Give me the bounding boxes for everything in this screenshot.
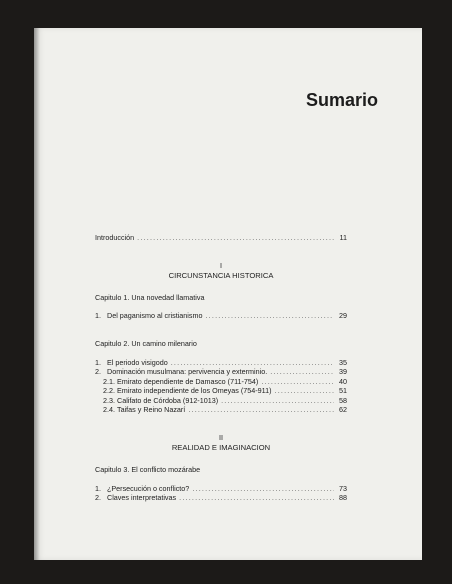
toc-entry[interactable] <box>95 311 347 320</box>
toc-entry[interactable] <box>95 493 347 502</box>
toc-label: Califato de Córdoba (912-1013) <box>117 396 219 405</box>
toc-subentry[interactable] <box>95 396 347 405</box>
leader-dots <box>137 233 334 242</box>
toc-label: Introducción <box>95 233 135 242</box>
toc-page-number: 39 <box>339 367 347 376</box>
part-numeral: II <box>219 433 223 442</box>
toc-number: 2.4. <box>103 405 115 414</box>
toc-page-number: 62 <box>339 405 347 414</box>
leader-dots <box>270 367 334 376</box>
toc-subentry[interactable] <box>95 405 347 414</box>
toc-page-number: 58 <box>339 396 347 405</box>
leader-dots <box>261 377 334 386</box>
toc-label: Emirato dependiente de Damasco (711-754) <box>117 377 259 386</box>
leader-dots <box>188 405 334 414</box>
toc-page-number: 29 <box>339 311 347 320</box>
toc-page-number: 88 <box>339 493 347 502</box>
toc-page-number: 11 <box>339 233 347 242</box>
toc-subentry[interactable] <box>95 377 347 386</box>
toc-page-number: 40 <box>339 377 347 386</box>
toc-number: 1. <box>95 358 101 367</box>
toc-number: 1. <box>95 484 101 493</box>
toc-number: 2. <box>95 493 101 502</box>
toc-label: Claves interpretativas <box>107 493 177 502</box>
toc-label: Del paganismo al cristianismo <box>107 311 203 320</box>
toc-number: 2.1. <box>103 377 115 386</box>
toc-label: Dominación musulmana: pervivencia y exterminio. <box>107 367 268 376</box>
toc-entry[interactable] <box>95 358 347 367</box>
page-title: Sumario <box>305 90 378 110</box>
toc-entry[interactable] <box>95 484 347 493</box>
toc-label: ¿Persecución o conflicto? <box>107 484 190 493</box>
part-title: REALIDAD E IMAGINACION <box>171 443 271 452</box>
leader-dots <box>179 493 334 502</box>
toc-label: Emirato independiente de los Omeyas (754-911) <box>117 386 272 395</box>
toc-page-number: 51 <box>339 386 347 395</box>
leader-dots <box>192 484 334 493</box>
part-numeral: I <box>220 261 222 270</box>
part-title: CIRCUNSTANCIA HISTORICA <box>168 271 274 280</box>
toc-entry[interactable] <box>95 367 347 376</box>
toc-label: El periodo visigodo <box>107 358 168 367</box>
leader-dots <box>171 358 334 367</box>
chapter-title: Capitulo 3. El conflicto mozárabe <box>95 465 201 474</box>
toc-page-number: 73 <box>339 484 347 493</box>
toc-entry-intro[interactable] <box>95 233 347 242</box>
toc-page-number: 35 <box>339 358 347 367</box>
toc-subentry[interactable] <box>95 386 347 395</box>
leader-dots <box>205 311 334 320</box>
leader-dots <box>275 386 335 395</box>
chapter-title: Capitulo 2. Un camino milenario <box>95 339 197 348</box>
toc-number: 2.3. <box>103 396 115 405</box>
leader-dots <box>221 396 334 405</box>
chapter-title: Capitulo 1. Una novedad llamativa <box>95 293 205 302</box>
page-spine-shadow <box>34 28 40 560</box>
toc-label: Taifas y Reino Nazarí <box>117 405 186 414</box>
toc-number: 2. <box>95 367 101 376</box>
toc-number: 1. <box>95 311 101 320</box>
toc-number: 2.2. <box>103 386 115 395</box>
